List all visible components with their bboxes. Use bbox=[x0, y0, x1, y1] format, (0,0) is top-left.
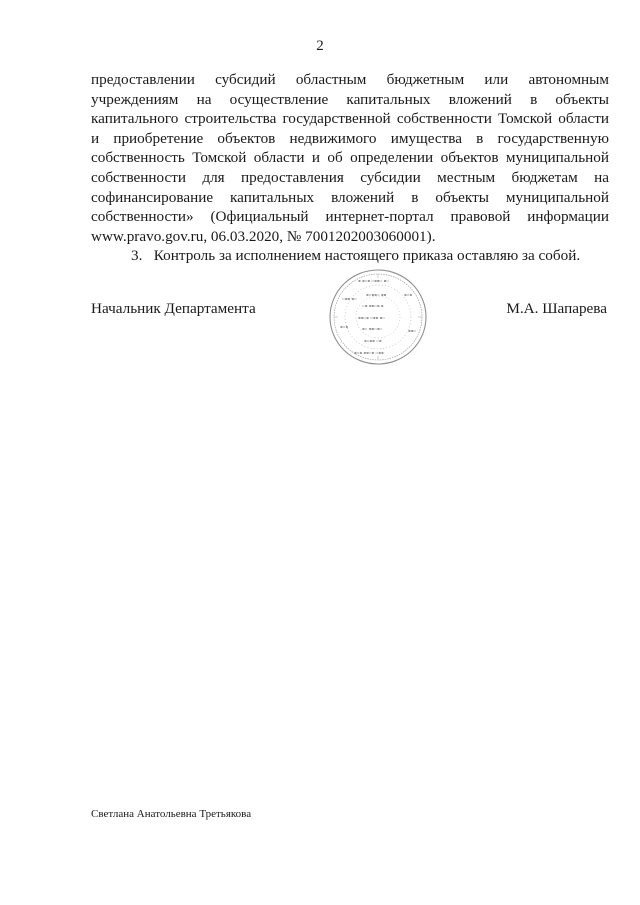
item-number: 3. bbox=[131, 247, 143, 265]
svg-text:▪▪▫: ▪▪▫ bbox=[408, 328, 417, 333]
signatory-name: М.А. Шапарева bbox=[506, 300, 607, 317]
signatory-position: Начальник Департамента bbox=[91, 300, 256, 317]
svg-text:▪▫▪ ▪▪▫▪ ▫▪▪: ▪▫▪ ▪▪▫▪ ▫▪▪ bbox=[354, 350, 384, 355]
svg-text:▪▪▫▪ ▫▪▪ ▪▫: ▪▪▫▪ ▫▪▪ ▪▫ bbox=[358, 315, 385, 320]
svg-text:▪▫ ▪▪▫▪▫: ▪▫ ▪▪▫▪▫ bbox=[362, 326, 383, 331]
paragraph-continuation: предоставлении субсидий областным бюджетным или автономным учреждениям на осуществление капитальных вложений в объекты капитального строительства государственной собственности Томской области и приобретение объектов недвижимого имущества в государственную собственность Томской области и об определении объектов муниципальной собственности для предоставления субсидии местным бюджетам на софинансирование капитальных вложений в объекты муниципальной собственности» (Официальный интернет-портал правовой информации www.pravo.gov.ru, 06.03.2020, № 7001202003060001). bbox=[91, 71, 609, 245]
svg-text:▪▫▪: ▪▫▪ bbox=[404, 292, 413, 297]
executor-name: Светлана Анатольевна Третьякова bbox=[91, 808, 252, 820]
page-number: 2 bbox=[316, 38, 324, 54]
document-body bbox=[91, 70, 609, 266]
svg-text:▪ ▪▫▪ ▫▪▪▫ ▪▫: ▪ ▪▫▪ ▫▪▪▫ ▪▫ bbox=[358, 278, 389, 283]
svg-text:▫▪▪ ▪▫: ▫▪▪ ▪▫ bbox=[342, 296, 357, 301]
svg-text:▪▫▪: ▪▫▪ bbox=[340, 324, 349, 329]
svg-text:▫▪ ▪▪▫▪ ▪: ▫▪ ▪▪▫▪ ▪ bbox=[362, 303, 384, 308]
electronic-signature-stamp-icon bbox=[318, 262, 438, 372]
svg-text:▪▫▪▪▫ ▪▪: ▪▫▪▪▫ ▪▪ bbox=[366, 292, 387, 297]
item-text: Контроль за исполнением настоящего приказа оставляю за собой. bbox=[153, 247, 581, 265]
svg-text:▪▫▪▪ ▫▪: ▪▫▪▪ ▫▪ bbox=[364, 338, 382, 343]
